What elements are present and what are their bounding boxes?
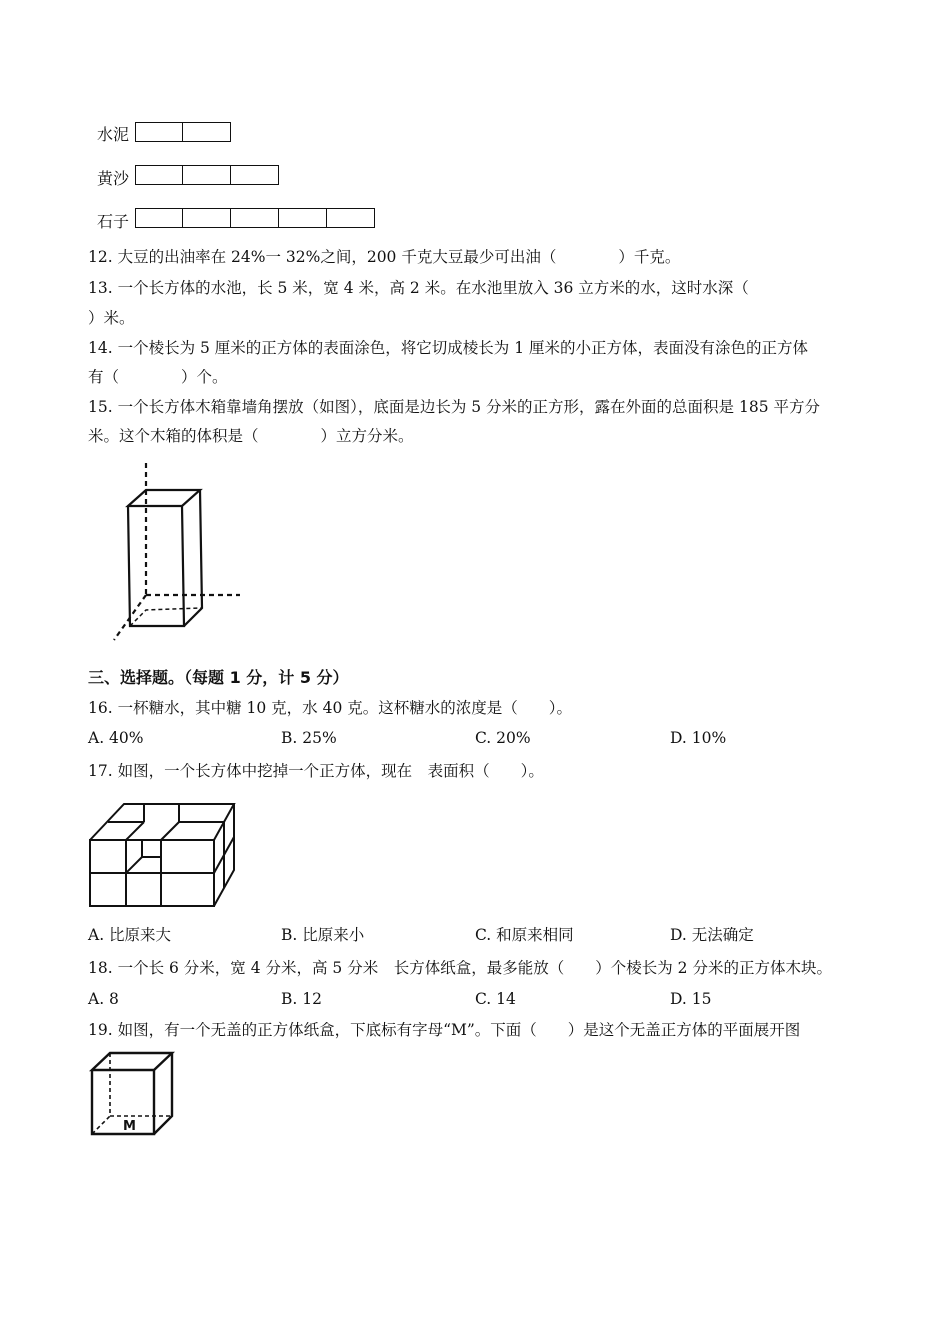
sand-boxes [135,165,279,185]
question-14-line2: 有（ ）个。 [88,368,228,386]
q16-option-d[interactable]: D. 10% [670,729,727,747]
material-label-cement: 水泥 [97,125,130,144]
cube-bottom-letter: M [123,1119,136,1134]
box-corner-figure [110,458,250,648]
q17-option-d[interactable]: D. 无法确定 [670,926,754,944]
box-cell [231,208,279,228]
box-cell [135,122,183,142]
q17-option-c[interactable]: C. 和原来相同 [475,926,574,944]
box-cell [279,208,327,228]
q17-option-a[interactable]: A. 比原来大 [88,926,172,944]
q17-option-b[interactable]: B. 比原来小 [281,926,365,944]
q18-option-a[interactable]: A. 8 [88,990,119,1008]
box-cell [135,208,183,228]
box-side [184,490,202,626]
q18-option-b[interactable]: B. 12 [281,990,322,1008]
question-17: 17. 如图，一个长方体中挖掉一个正方体，现在 表面积（ ）。 [88,762,544,780]
question-12: 12. 大豆的出油率在 24%一 32%之间，200 千克大豆最少可出油（ ）千克。 [88,248,681,266]
cuboid-notch-figure [88,802,238,912]
cube-side [154,1053,172,1134]
box-top [128,490,200,506]
box-hidden-edge [130,608,202,626]
gravel-boxes [135,208,375,228]
q18-option-c[interactable]: C. 14 [475,990,516,1008]
question-14-line1: 14. 一个棱长为 5 厘米的正方体的表面涂色，将它切成棱长为 1 厘米的小正方体，表面没有涂色的正方体 [88,339,809,357]
open-cube-figure [88,1050,178,1140]
question-13-line1: 13. 一个长方体的水池，长 5 米，宽 4 米，高 2 米。在水池里放入 36 立方米的水，这时水深（ [88,279,749,297]
cube-top-opening [92,1053,172,1070]
box-cell [183,208,231,228]
q16-option-c[interactable]: C. 20% [475,729,531,747]
box-cell [183,122,231,142]
question-13-line2: ）米。 [88,309,135,327]
section-3-heading: 三、选择题。（每题 1 分，计 5 分） [88,668,349,687]
box-cell [183,165,231,185]
cement-boxes [135,122,231,142]
q16-option-a[interactable]: A. 40% [88,729,144,747]
q18-option-d[interactable]: D. 15 [670,990,712,1008]
material-label-sand: 黄沙 [97,169,130,188]
question-19: 19. 如图，有一个无盖的正方体纸盒，下底标有字母“M”。下面（ ）是这个无盖正方体的平面展开图 [88,1021,801,1039]
question-18: 18. 一个长 6 分米，宽 4 分米，高 5 分米 长方体纸盒，最多能放（ ）个棱长为 2 分米的正方体木块。 [88,959,832,977]
q16-option-b[interactable]: B. 25% [281,729,337,747]
box-cell [327,208,375,228]
box-front [128,506,184,626]
question-15-line2: 米。这个木箱的体积是（ ）立方分米。 [88,427,414,445]
question-15-line1: 15. 一个长方体木箱靠墙角摆放（如图），底面是边长为 5 分米的正方形，露在外面的总面积是 185 平方分 [88,398,820,416]
material-label-gravel: 石子 [97,212,130,231]
box-cell [135,165,183,185]
box-cell [231,165,279,185]
question-16: 16. 一杯糖水，其中糖 10 克，水 40 克。这杯糖水的浓度是（ ）。 [88,699,572,717]
